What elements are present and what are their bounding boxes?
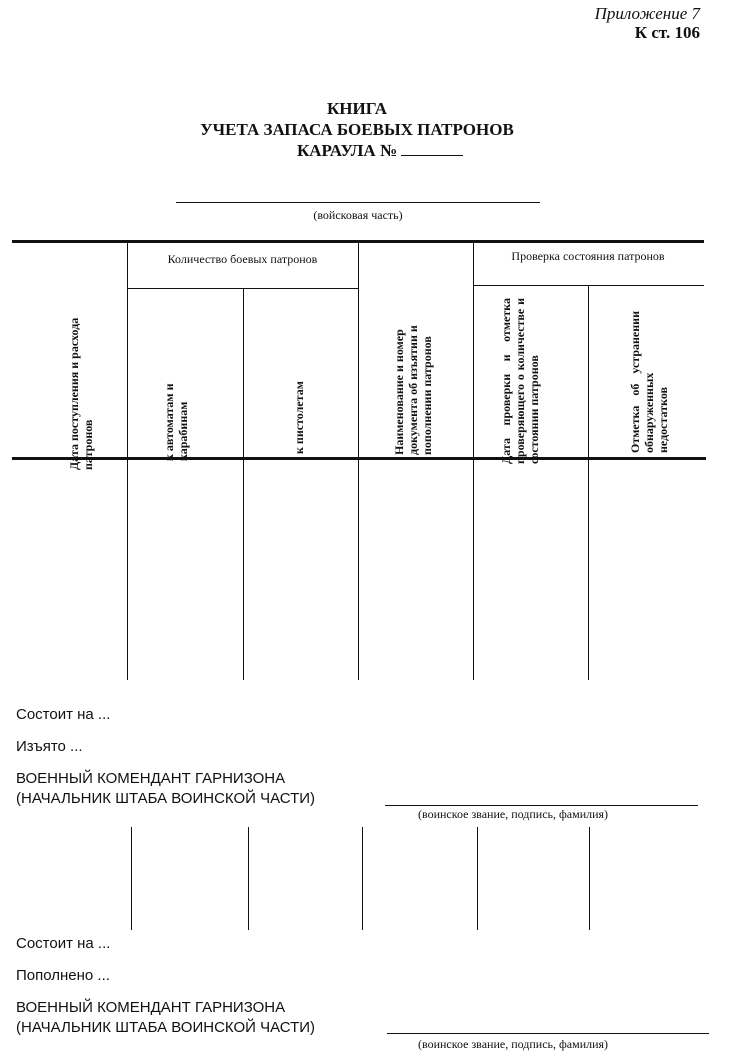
guard-number-blank xyxy=(401,141,463,156)
block2-balance-label: Состоит на ... xyxy=(16,935,111,952)
appendix-label: Приложение 7 xyxy=(594,4,700,23)
col-line-4 xyxy=(473,242,474,680)
appendix-article-ref: К ст. 106 xyxy=(634,23,700,42)
block1-commandant-line1: ВОЕННЫЙ КОМЕНДАНТ ГАРНИЗОНА xyxy=(16,770,286,787)
col-header-date: Дата поступления и расхода патронов xyxy=(67,317,95,470)
col-header-document: Наименование и номер документа об изъятии и пополнении патронов xyxy=(392,325,434,455)
cont-col-line-4 xyxy=(477,827,478,930)
title-line-3 xyxy=(0,140,714,161)
col-line-3 xyxy=(358,242,359,680)
col-header-rifles: к автоматам и карабинам xyxy=(162,383,190,461)
col-line-2 xyxy=(243,289,244,680)
cont-col-line-5 xyxy=(589,827,590,930)
col-line-5 xyxy=(588,286,589,680)
block2-signature-line xyxy=(387,1033,709,1034)
appendix-reference xyxy=(595,4,700,42)
header-bottom-border xyxy=(12,457,706,460)
block1-commandant-line2: (НАЧАЛЬНИК ШТАБА ВОИНСКОЙ ЧАСТИ) xyxy=(16,790,316,807)
title-line-2: УЧЕТА ЗАПАСА БОЕВЫХ ПАТРОНОВ xyxy=(200,120,514,139)
block1-withdrawn-label: Изъято ... xyxy=(16,738,83,755)
col-header-pistols: к пистолетам xyxy=(292,381,306,454)
title-line-1: КНИГА xyxy=(326,99,387,118)
cont-col-line-3 xyxy=(362,827,363,930)
qty-group-header: Количество боевых патронов xyxy=(167,252,318,266)
document-title xyxy=(0,98,714,161)
block1-signature-line xyxy=(385,805,698,806)
block2-replenished-label: Пополнено ... xyxy=(16,967,110,984)
block1-balance-label: Состоит на ... xyxy=(16,706,111,723)
cont-col-line-2 xyxy=(248,827,249,930)
col-line-1 xyxy=(127,242,128,680)
title-guard-label: КАРАУЛА № xyxy=(296,141,398,160)
block2-commandant-line1: ВОЕННЫЙ КОМЕНДАНТ ГАРНИЗОНА xyxy=(16,999,286,1016)
col-header-defects: Отметка об устранении обнаруженных недостатков xyxy=(628,311,670,453)
check-group-header: Проверка состояния патронов xyxy=(511,249,665,263)
cont-col-line-1 xyxy=(131,827,132,930)
unit-caption: (войсковая часть) xyxy=(313,208,403,222)
block2-signature-caption: (воинское звание, подпись, фамилия) xyxy=(418,1037,609,1051)
block2-commandant-line2: (НАЧАЛЬНИК ШТАБА ВОИНСКОЙ ЧАСТИ) xyxy=(16,1019,316,1036)
col-header-check-date: Дата проверки и отметка проверяющего о количестве и состоянии патронов xyxy=(499,298,541,464)
block1-signature-caption: (воинское звание, подпись, фамилия) xyxy=(418,807,609,821)
unit-fill-line xyxy=(176,202,540,203)
